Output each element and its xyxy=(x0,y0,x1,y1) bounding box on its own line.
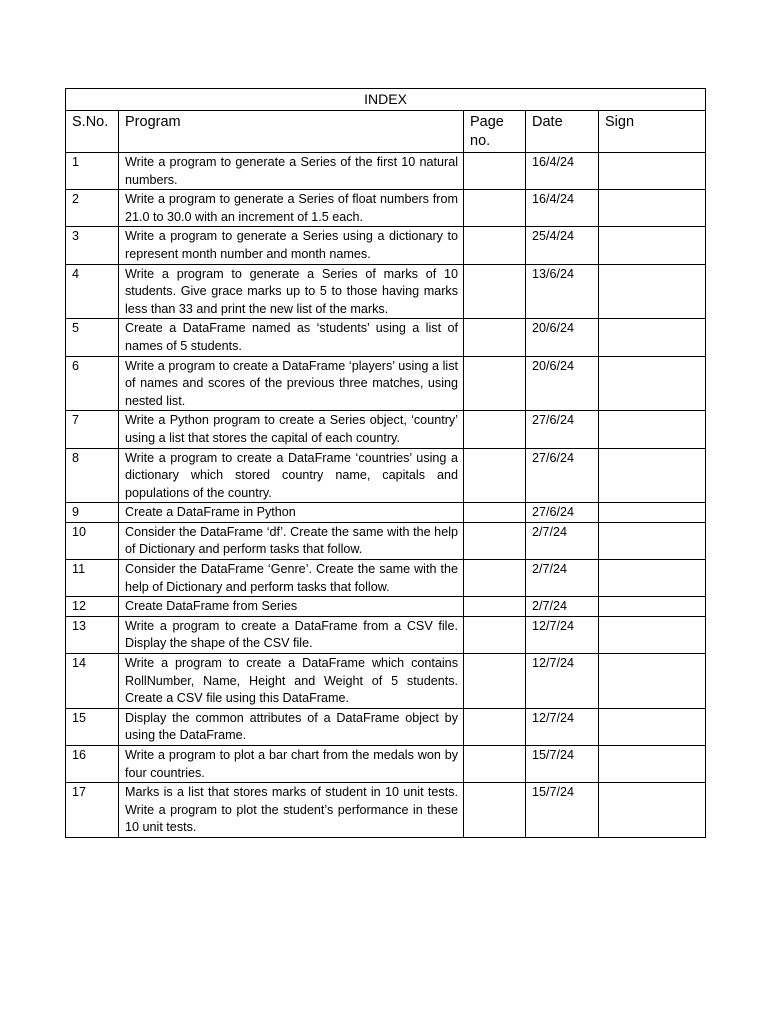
cell-page xyxy=(464,560,526,597)
cell-page xyxy=(464,448,526,503)
cell-program: Write a program to create a DataFrame which contains RollNumber, Name, Height and Weight of 5 students. Create a CSV file using this DataFrame. xyxy=(119,654,464,709)
table-row xyxy=(66,153,706,190)
cell-page xyxy=(464,411,526,448)
cell-sno: 2 xyxy=(66,190,119,227)
cell-page xyxy=(464,264,526,319)
table-row xyxy=(66,560,706,597)
cell-program: Write a program to create a DataFrame ‘countries’ using a dictionary which stored country name, capitals and populations of the country. xyxy=(119,448,464,503)
cell-sno: 15 xyxy=(66,708,119,745)
table-row xyxy=(66,319,706,356)
cell-date: 2/7/24 xyxy=(526,560,599,597)
cell-sno: 7 xyxy=(66,411,119,448)
cell-date: 20/6/24 xyxy=(526,319,599,356)
cell-date: 12/7/24 xyxy=(526,654,599,709)
cell-date: 16/4/24 xyxy=(526,190,599,227)
cell-program: Display the common attributes of a DataFrame object by using the DataFrame. xyxy=(119,708,464,745)
cell-sign xyxy=(599,319,706,356)
cell-program: Create a DataFrame named as ‘students’ using a list of names of 5 students. xyxy=(119,319,464,356)
cell-sno: 17 xyxy=(66,783,119,838)
cell-program: Write a program to plot a bar chart from the medals won by four countries. xyxy=(119,746,464,783)
cell-program: Write a program to generate a Series using a dictionary to represent month number and month names. xyxy=(119,227,464,264)
header-sno: S.No. xyxy=(66,111,119,153)
cell-program: Write a program to generate a Series of marks of 10 students. Give grace marks up to 5 to those having marks less than 33 and print the new list of the marks. xyxy=(119,264,464,319)
cell-page xyxy=(464,616,526,653)
cell-page xyxy=(464,227,526,264)
cell-sign xyxy=(599,654,706,709)
cell-program: Marks is a list that stores marks of student in 10 unit tests. Write a program to plot the student’s performance in these 10 unit tests. xyxy=(119,783,464,838)
cell-date: 25/4/24 xyxy=(526,227,599,264)
table-row xyxy=(66,264,706,319)
table-row xyxy=(66,448,706,503)
cell-program: Consider the DataFrame ‘df’. Create the same with the help of Dictionary and perform tasks that follow. xyxy=(119,522,464,559)
cell-sign xyxy=(599,227,706,264)
cell-program: Create DataFrame from Series xyxy=(119,597,464,617)
cell-page xyxy=(464,503,526,523)
cell-sign xyxy=(599,264,706,319)
cell-sno: 5 xyxy=(66,319,119,356)
cell-sno: 16 xyxy=(66,746,119,783)
index-table xyxy=(65,88,706,838)
cell-sign xyxy=(599,560,706,597)
cell-sno: 6 xyxy=(66,356,119,411)
cell-date: 13/6/24 xyxy=(526,264,599,319)
cell-page xyxy=(464,153,526,190)
cell-sign xyxy=(599,783,706,838)
header-row xyxy=(66,111,706,153)
cell-program: Write a program to create a DataFrame ‘players’ using a list of names and scores of the previous three matches, using nested list. xyxy=(119,356,464,411)
cell-program: Create a DataFrame in Python xyxy=(119,503,464,523)
cell-date: 15/7/24 xyxy=(526,783,599,838)
cell-sno: 10 xyxy=(66,522,119,559)
cell-sign xyxy=(599,616,706,653)
cell-date: 27/6/24 xyxy=(526,448,599,503)
table-row xyxy=(66,597,706,617)
cell-program: Write a Python program to create a Series object, ‘country’ using a list that stores the capital of each country. xyxy=(119,411,464,448)
cell-page xyxy=(464,356,526,411)
cell-sign xyxy=(599,448,706,503)
cell-page xyxy=(464,654,526,709)
cell-sign xyxy=(599,190,706,227)
table-row xyxy=(66,190,706,227)
cell-date: 27/6/24 xyxy=(526,411,599,448)
table-row xyxy=(66,356,706,411)
cell-page xyxy=(464,746,526,783)
cell-page xyxy=(464,190,526,227)
cell-sno: 11 xyxy=(66,560,119,597)
table-row xyxy=(66,708,706,745)
cell-sign xyxy=(599,411,706,448)
cell-date: 2/7/24 xyxy=(526,522,599,559)
table-row xyxy=(66,654,706,709)
cell-sno: 8 xyxy=(66,448,119,503)
cell-sign xyxy=(599,597,706,617)
cell-sno: 9 xyxy=(66,503,119,523)
cell-sno: 3 xyxy=(66,227,119,264)
cell-page xyxy=(464,522,526,559)
cell-date: 16/4/24 xyxy=(526,153,599,190)
cell-program: Write a program to generate a Series of the first 10 natural numbers. xyxy=(119,153,464,190)
cell-date: 27/6/24 xyxy=(526,503,599,523)
index-title: INDEX xyxy=(66,89,706,111)
cell-sno: 13 xyxy=(66,616,119,653)
header-page: Page no. xyxy=(464,111,526,153)
cell-date: 12/7/24 xyxy=(526,708,599,745)
title-row xyxy=(66,89,706,111)
header-date: Date xyxy=(526,111,599,153)
cell-page xyxy=(464,708,526,745)
table-row xyxy=(66,746,706,783)
table-row xyxy=(66,783,706,838)
cell-date: 15/7/24 xyxy=(526,746,599,783)
cell-sign xyxy=(599,153,706,190)
table-row xyxy=(66,227,706,264)
cell-program: Consider the DataFrame ‘Genre’. Create the same with the help of Dictionary and perform tasks that follow. xyxy=(119,560,464,597)
header-sign: Sign xyxy=(599,111,706,153)
cell-page xyxy=(464,783,526,838)
table-row xyxy=(66,522,706,559)
cell-sno: 12 xyxy=(66,597,119,617)
table-row xyxy=(66,616,706,653)
table-row xyxy=(66,411,706,448)
cell-sign xyxy=(599,503,706,523)
cell-page xyxy=(464,597,526,617)
cell-sign xyxy=(599,356,706,411)
cell-program: Write a program to generate a Series of float numbers from 21.0 to 30.0 with an increment of 1.5 each. xyxy=(119,190,464,227)
cell-sign xyxy=(599,746,706,783)
cell-page xyxy=(464,319,526,356)
header-program: Program xyxy=(119,111,464,153)
cell-sno: 4 xyxy=(66,264,119,319)
cell-date: 20/6/24 xyxy=(526,356,599,411)
cell-program: Write a program to create a DataFrame from a CSV file. Display the shape of the CSV file. xyxy=(119,616,464,653)
cell-sign xyxy=(599,522,706,559)
cell-date: 2/7/24 xyxy=(526,597,599,617)
table-body xyxy=(66,153,706,838)
cell-sno: 14 xyxy=(66,654,119,709)
cell-date: 12/7/24 xyxy=(526,616,599,653)
table-row xyxy=(66,503,706,523)
cell-sno: 1 xyxy=(66,153,119,190)
cell-sign xyxy=(599,708,706,745)
